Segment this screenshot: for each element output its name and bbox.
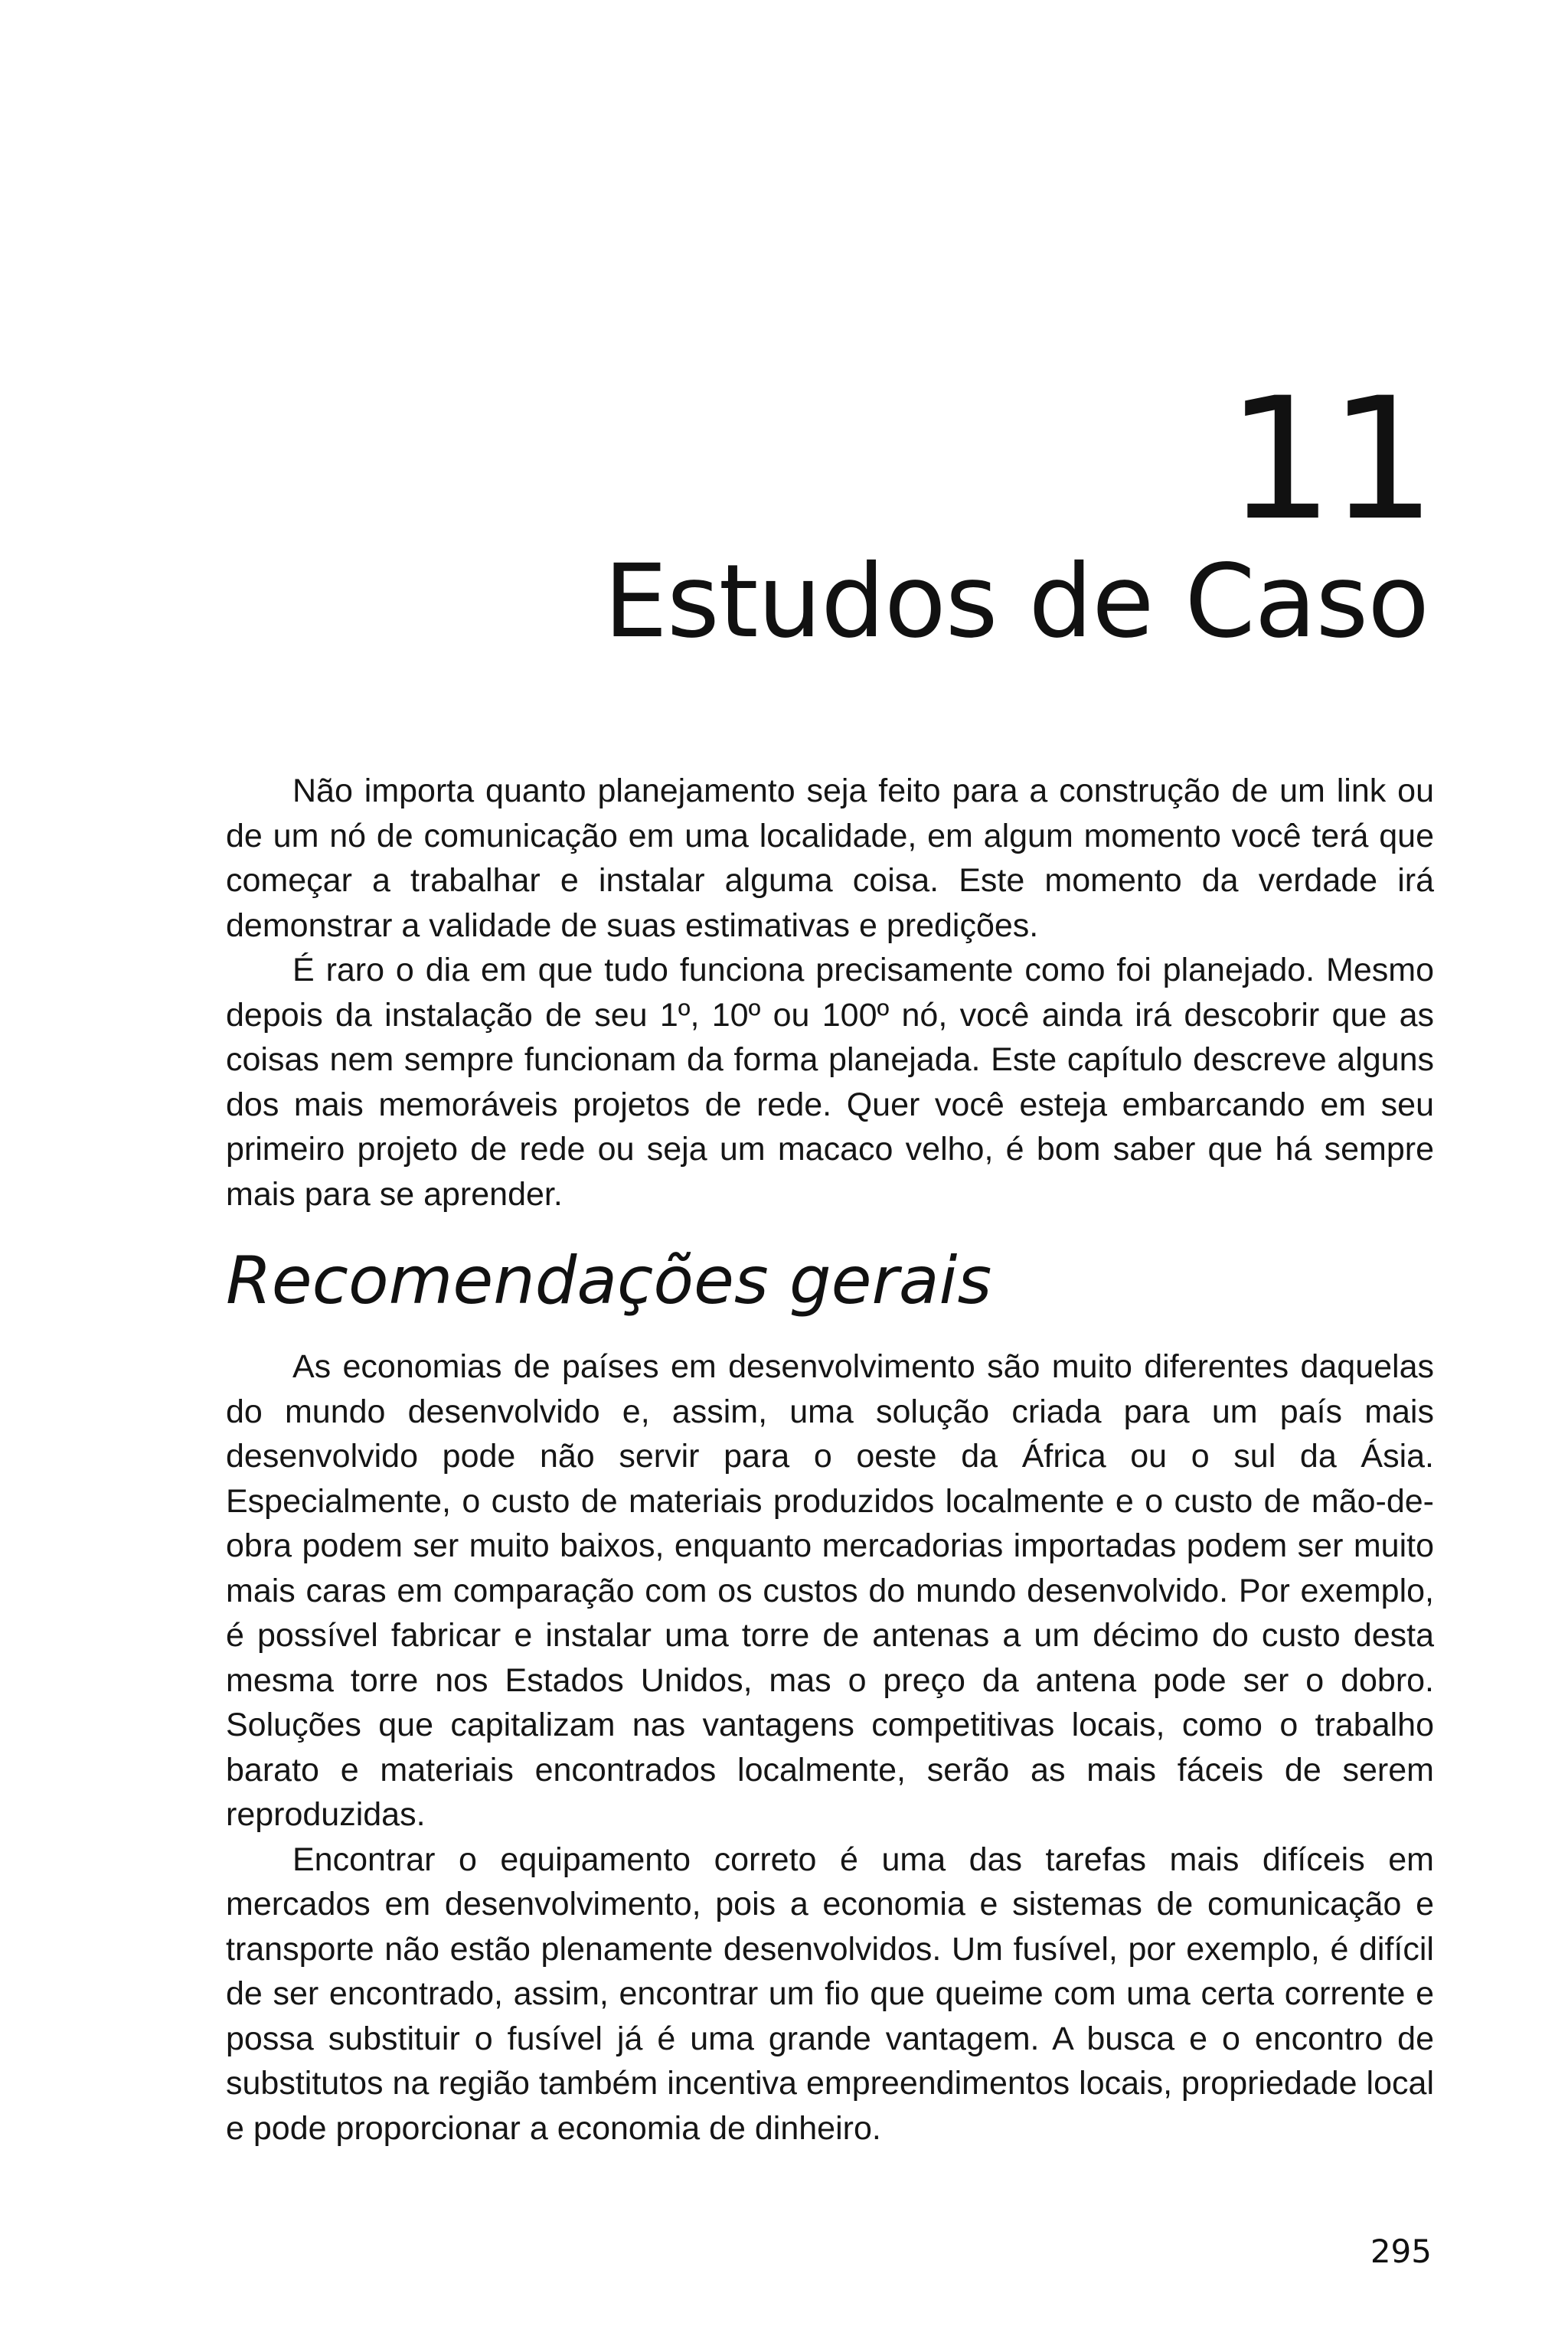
section-heading: Recomendações gerais bbox=[226, 1243, 992, 1319]
section-paragraph: As economias de países em desenvolvimento são muito diferentes daquelas do mundo desenvolvido e, assim, uma solução criada para um país mais desenvolvido pode não servir para o oeste da África ou o sul da Ásia. Especialmente, o custo de materiais produzidos localmente e o custo de mão-de-obra podem ser muito baixos, enquanto mercadorias importadas podem ser muito mais caras em comparação com os custos do mundo desenvolvido. Por exemplo, é possível fabricar e instalar uma torre de antenas a um décimo do custo desta mesma torre nos Estados Unidos, mas o preço da antena pode ser o dobro. Soluções que capitalizam nas vantagens competitivas locais, como o trabalho barato e materiais encontrados localmente, serão as mais fáceis de serem reproduzidas. bbox=[226, 1348, 1434, 1833]
chapter-number: 11 bbox=[1227, 361, 1432, 557]
page-number: 295 bbox=[1370, 2233, 1432, 2270]
section-paragraph: Encontrar o equipamento correto é uma das tarefas mais difíceis em mercados em desenvolvimento, pois a economia e sistemas de comunicação e transporte não estão plenamente desenvolvidos. Um fusível, por exemplo, é difícil de ser encontrado, assim, encontrar um fio que queime com uma certa corrente e possa substituir o fusível já é uma grande vantagem. A busca e o encontro de substitutos na região também incentiva empreendimentos locais, propriedade local e pode proporcionar a economia de dinheiro. bbox=[226, 1841, 1434, 2147]
chapter-title: Estudos de Caso bbox=[603, 543, 1429, 661]
intro-text bbox=[226, 769, 1434, 1217]
section-text bbox=[226, 1344, 1434, 2151]
intro-paragraph: É raro o dia em que tudo funciona precisamente como foi planejado. Mesmo depois da instalação de seu 1º, 10º ou 100º nó, você ainda irá descobrir que as coisas nem sempre funcionam da forma planejada. Este capítulo descreve alguns dos mais memoráveis projetos de rede. Quer você esteja embarcando em seu primeiro projeto de rede ou seja um macaco velho, é bom saber que há sempre mais para se aprender. bbox=[226, 952, 1434, 1213]
intro-paragraph: Não importa quanto planejamento seja feito para a construção de um link ou de um nó de comunicação em uma localidade, em algum momento você terá que começar a trabalhar e instalar alguma coisa. Este momento da verdade irá demonstrar a validade de suas estimativas e predições. bbox=[226, 773, 1434, 944]
